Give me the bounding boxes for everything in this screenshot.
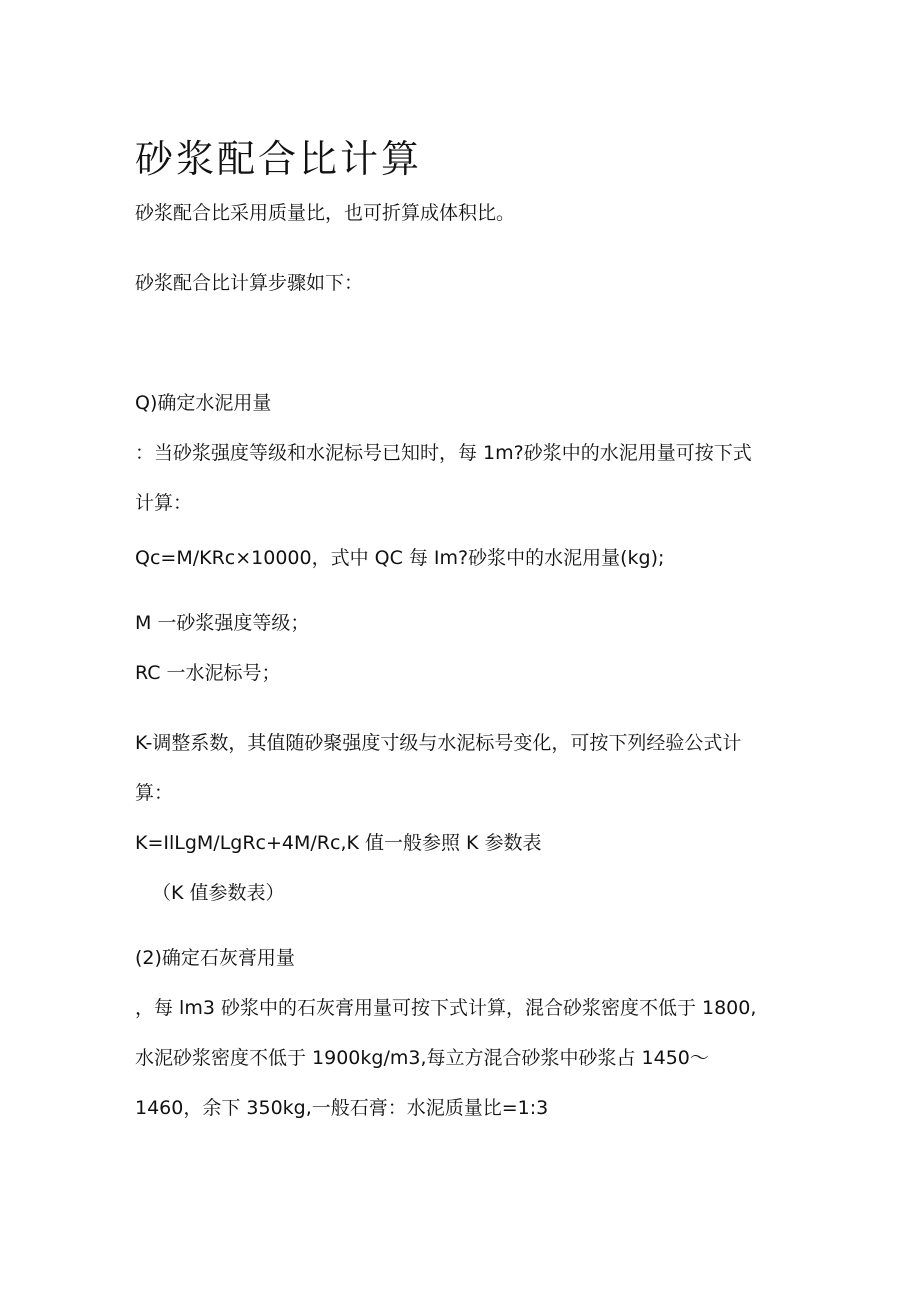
section-2-heading: (2)确定石灰膏用量 (135, 947, 295, 969)
paragraph-line: ，每 lm3 砂浆中的石灰膏用量可按下式计算，混合砂浆密度不低于 1800, (135, 997, 757, 1019)
k-table-caption: （K 值参数表） (152, 882, 285, 904)
paragraph-line: 1460，余下 350kg,一般石膏：水泥质量比=1:3 (135, 1097, 549, 1119)
intro-line: 砂浆配合比采用质量比，也可折算成体积比。 (135, 202, 516, 224)
paragraph-line: 算： (135, 782, 174, 804)
section-1-heading: Q)确定水泥用量 (135, 392, 272, 414)
definition-rc: RC 一水泥标号； (135, 662, 281, 684)
formula-qc: Qc=M/KRc×10000，式中 QC 每 Im?砂浆中的水泥用量(kg); (135, 547, 665, 569)
definition-m: M 一砂浆强度等级； (135, 612, 310, 634)
paragraph-line: 水泥砂浆密度不低于 1900kg/m3,每立方混合砂浆中砂浆占 1450～ (135, 1047, 709, 1069)
steps-intro: 砂浆配合比计算步骤如下： (135, 272, 364, 294)
definition-k: K-调整系数，其值随砂聚强度寸级与水泥标号变化，可按下列经验公式计 (135, 732, 742, 754)
paragraph-line: ：当砂浆强度等级和水泥标号已知时，每 1m?砂浆中的水泥用量可按下式 (135, 442, 752, 464)
paragraph-line: 计算： (135, 492, 193, 514)
page-title: 砂浆配合比计算 (135, 137, 423, 181)
formula-k: K=IlLgM/LgRc+4M/Rc,K 值一般参照 K 参数表 (135, 832, 542, 854)
